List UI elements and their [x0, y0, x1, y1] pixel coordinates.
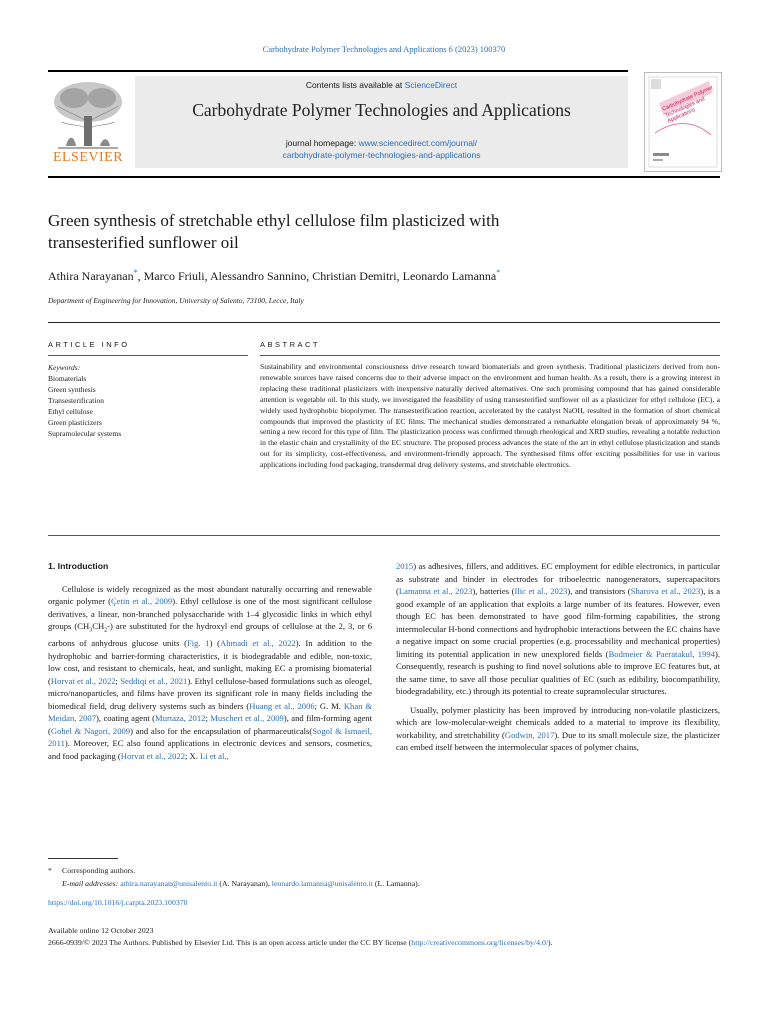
paragraph: [396, 560, 720, 698]
author-list: Athira Narayanan*, Marco Friuli, Alessandro Sannino, Christian Demitri, Leonardo Lamanna*: [48, 268, 501, 283]
footnotes: [48, 864, 720, 890]
header-rule-bottom: [48, 176, 720, 178]
figure-link[interactable]: Fig. 1: [186, 638, 210, 649]
license-line: [48, 937, 728, 949]
divider: [48, 535, 720, 536]
text: ; G. M.: [314, 700, 344, 711]
citation-link[interactable]: Lamanna et al., 2023: [398, 586, 473, 596]
doi-link[interactable]: [48, 898, 188, 907]
text: Usually, polymer plasticity has been improved by introducing non-volatile plasticizers, which are low-molecular-weight chemicals added to a material to improve its flexibility, workability, and stretchability (: [396, 704, 720, 740]
text: ). Moreover, EC also found applications in electronic devices and sensors, cosmetics, and food packaging (: [48, 738, 372, 761]
homepage-link-line1[interactable]: www.sciencedirect.com/journal/: [358, 138, 478, 148]
text: ). Consequently, research is pushing to find novel solutions able to improve EC features but, at the same time, to save all those peculiar qualities of EC (such as edibility, biocompatibility, biodegradability, etc.) through its potential to create supramolecular structures.: [396, 648, 721, 696]
text: ;: [115, 675, 121, 686]
paragraph: [48, 583, 372, 763]
text: ; X.: [185, 750, 201, 761]
email-link[interactable]: leonardo.lamanna@unisalento.it: [271, 879, 373, 888]
section-heading: 1. Introduction: [48, 561, 109, 571]
citation-link[interactable]: Godwin, 2017: [504, 729, 555, 740]
journal-cover-thumbnail[interactable]: [644, 72, 722, 172]
text: ), is a good example of an application that exploits a large number of its features. However, even though EC has been demonstrated to have good film-forming capabilities, the strong intermolecular H-bond connections and hydrophobic interactions between the EC chains have a negative impact on some crucial properties (e.g. processability and mechanical properties) limiting its potential application in new unexplored fields (: [396, 586, 721, 659]
citation-link[interactable]: 2015: [396, 561, 414, 571]
corresponding-note: [48, 864, 720, 877]
article-info-heading: ARTICLE INFO: [48, 340, 130, 349]
text: ) (: [209, 638, 221, 649]
citation-link[interactable]: Huang et al., 2006: [249, 700, 315, 711]
citation-link[interactable]: Seddiqi et al., 2021: [120, 675, 188, 686]
paragraph: [396, 704, 720, 754]
citation-link[interactable]: Gohel & Nagori, 2009: [50, 725, 131, 736]
article-title-line2: transesterified sunflower oil: [48, 233, 239, 252]
abstract-text: Sustainability and environmental consciousness drive research toward biomaterials and green synthesis. Traditional plasticizers derived from non-renewable sources have raised concerns due to their adverse impact on the environment and human health. As a result, there is a growing interest in replacing these traditional plasticizers with inexpensive naturally derived alternatives. One such promising compound that has gained considerable attention is vegetable oil. In this study, we investigated the feasibility of using transesterified sunflower oil as a plasticizer for ethyl cellulose (EC), a widely used hydrophobic biopolymer. The transesterification reaction, accelerated by the catalyst NaOH, resulted in the formation of short chemical compounds that improved the plasticity of EC films. The mechanical studies demonstrated a remarkable elongation break of approximately 94 %, setting a new record for this type of film. The plasticization process was confirmed through rheological and XRD studies, revealing a notable reduction in the elastic chain and crystallinity of the EC structure. The proposed process advances the state of the art in ethyl cellulose plasticization and stands out for its simplicity, cost-effectiveness, and environment-friendly approach. The synthesised films offer exciting possibilities for use in various applications including food packaging, transdermal drug delivery systems, and stretchable electronics.: [260, 362, 720, 470]
journal-title: Carbohydrate Polymer Technologies and Applications: [192, 100, 571, 120]
text: Cellulose is widely recognized as the most abundant naturally occurring and renewable organic polymer (: [48, 583, 372, 606]
divider: [48, 355, 248, 356]
corresponding-text: Corresponding authors.: [62, 866, 136, 875]
subscript: 2: [104, 627, 108, 634]
footnote-rule: [48, 858, 118, 859]
citation-link[interactable]: Murtaza, 2012: [155, 713, 206, 724]
citation-link[interactable]: Khan & Meidan, 2007: [48, 700, 372, 724]
text: ), batteries (: [472, 586, 515, 596]
author-name[interactable]: Leonardo Lamanna: [402, 269, 497, 283]
text: ). Ethyl cellulose-based formulations such as oleogel, micro/nanoparticles, and films have proven its significant role in many fields including the biomedical field, drug delivery systems such as binders (: [48, 675, 373, 711]
text: -) are substituted for the hydroxyl end groups of cellulose at the 2, 3, or 6 carbons of anhydrous glucose units (: [48, 621, 372, 649]
keyword: Supramolecular systems: [48, 429, 122, 438]
header-rule-top: [48, 70, 628, 72]
journal-citation[interactable]: Carbohydrate Polymer Technologies and Applications 6 (2023) 100370: [262, 44, 506, 54]
elsevier-logo: [48, 76, 128, 168]
email-label: E-mail addresses:: [62, 879, 119, 888]
contents-prefix: Contents lists available at: [305, 80, 405, 90]
citation-link[interactable]: Ahmadi et al., 2022: [220, 638, 296, 649]
keyword: Transesterification: [48, 396, 104, 405]
text: ) as adhesives, fillers, and additives. EC employment for edible electronics, in particular as substrate and binder in electrodes for triboelectric nanogenerators, supercapacitors (: [396, 561, 720, 596]
text: ), coating agent (: [96, 713, 156, 724]
email-owner: (A. Narayanan),: [217, 879, 272, 888]
text: ;: [205, 713, 211, 724]
divider: [260, 355, 720, 356]
author-name[interactable]: Marco Friuli: [143, 269, 205, 283]
citation-link[interactable]: Muschert et al., 2009: [210, 713, 284, 724]
text: CH: [92, 621, 105, 631]
email-link[interactable]: athira.narayanan@unisalento.it: [120, 879, 218, 888]
corresponding-mark[interactable]: *: [133, 268, 138, 277]
publisher-wordmark: ELSEVIER: [52, 150, 124, 165]
license-link[interactable]: http://creativecommons.org/licenses/by/4.0/: [411, 938, 549, 947]
abstract-heading: ABSTRACT: [260, 340, 321, 349]
body-column-left: [48, 560, 372, 768]
text: ). In addition to the hydrophobic and barrier-forming characteristics, it is biodegradable and edible, non-toxic, low cost, and resistant to chemicals, heat, and sunlight, making EC a promising biomaterial (: [48, 638, 372, 686]
corresponding-mark[interactable]: *: [496, 268, 501, 277]
citation-link[interactable]: Horvat et al., 2022: [120, 750, 185, 761]
citation-link[interactable]: Sogol & Ismaeil, 2011: [48, 725, 372, 749]
citation-link[interactable]: Bodmeier & Paeratakul, 1994: [608, 648, 715, 659]
sciencedirect-link[interactable]: ScienceDirect: [404, 80, 458, 90]
text: ), and film-forming agent (: [48, 713, 372, 736]
asterisk: *: [48, 866, 52, 875]
article-title-line1: Green synthesis of stretchable ethyl cellulose film plasticized with: [48, 211, 500, 230]
available-online: Available online 12 October 2023: [48, 926, 154, 935]
citation-link[interactable]: Sharova et al., 2023: [630, 586, 701, 596]
license-text: 2666-0939/© 2023 The Authors. Published by Elsevier Ltd. This is an open access article under the CC BY license (: [48, 938, 412, 947]
author-name[interactable]: Christian Demitri: [312, 269, 397, 283]
keywords-label: Keywords:: [48, 363, 81, 372]
author-name[interactable]: Alessandro Sannino: [209, 269, 307, 283]
subscript: 3: [89, 627, 93, 634]
keyword: Ethyl cellulose: [48, 407, 93, 416]
keyword: Biomaterials: [48, 374, 87, 383]
body-column-right: [396, 560, 720, 760]
license-text: ).: [548, 938, 553, 947]
journal-homepage: [135, 137, 628, 161]
affiliation: Department of Engineering for Innovation, University of Salento, 73100, Lecce, Italy: [48, 296, 304, 305]
homepage-prefix: journal homepage:: [285, 138, 359, 148]
contents-line: [135, 80, 628, 90]
email-note: [48, 877, 720, 890]
keyword: Green plasticizers: [48, 418, 102, 427]
keywords-block: [48, 362, 248, 439]
citation-link[interactable]: Li et al.,: [200, 750, 229, 761]
keyword: Green synthesis: [48, 385, 96, 394]
citation-link[interactable]: Ilic et al., 2023: [514, 586, 568, 596]
text: ). Due to its small molecule size, the plasticizer can embed itself between the intermolecular spaces of polymer chains,: [396, 729, 720, 752]
text: ). Ethyl cellulose is one of the most significant cellulose derivatives, a linear, non-branched polysaccharide with 1–4 glycosidic links in which ethyl groups (CH: [48, 596, 372, 631]
divider: [48, 322, 720, 323]
email-owner: (L. Lamanna).: [372, 879, 420, 888]
article-title: [48, 210, 688, 254]
doi-url[interactable]: https://doi.org/10.1016/j.carpta.2023.100370: [48, 898, 188, 907]
text: ), and transistors (: [567, 586, 631, 596]
text: ) and also for the encapsulation of pharmaceuticals(: [130, 725, 313, 736]
homepage-link-line2[interactable]: carbohydrate-polymer-technologies-and-applications: [282, 150, 481, 160]
citation-link[interactable]: Çetin et al., 2009: [110, 596, 173, 606]
cover-title: Carbohydrate Polymer Technologies and Applications: [661, 84, 715, 125]
availability-info: [48, 925, 728, 949]
author-name[interactable]: Athira Narayanan: [48, 269, 134, 283]
citation-link[interactable]: Horvat et al., 2022: [50, 675, 116, 686]
